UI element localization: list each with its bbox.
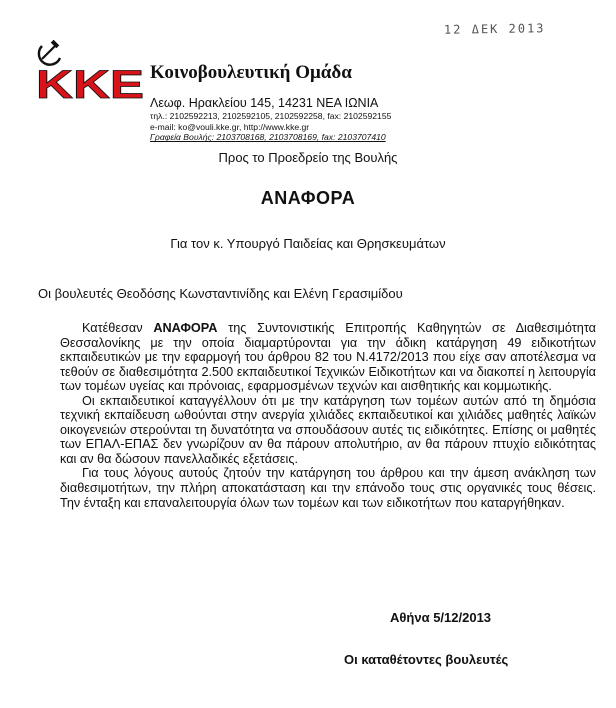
document-body [60,321,596,510]
hammer-and-sickle-icon [39,40,60,65]
body-paragraph: Οι εκπαιδευτικοί καταγγέλλουν ότι με την κατάργηση των τομέων αυτών από τη δημόσια τεχνική εκπαίδευση ωθούνται στην ανεργία χιλιάδες εκπαιδευτικοί και χιλιάδες μαθητές λαϊκών οικογενειών στερούνται τη δυνατότητα να σπουδάσουν αυτές τις ειδικότητες. Επίσης οι μαθητές των ΕΠΑΛ-ΕΠΑΣ δεν γνωρίζουν αν θα πάρουν απολυτήριο, αν θα πάρουν πτυχίο ειδικότητας και αν θα δώσουν πανελλαδικές εξετάσεις. [60,393,596,466]
parliament-office-line: Γραφεία Βουλής: 2103708168, 2103708169, fax: 2103707410 [150,132,386,143]
contact-block [150,111,450,143]
email-line: e-mail: ko@vouli.kke.gr, http://www.kke.gr [150,121,310,132]
document-title: ΑΝΑΦΟΡΑ [260,188,356,208]
party-group-name: Κοινοβουλευτική Ομάδα [150,62,352,83]
addressee-line: Προς το Προεδρείο της Βουλής [218,150,398,165]
kke-logo [36,40,146,102]
body-paragraph [60,321,596,394]
place-date: Αθήνα 5/12/2013 [390,610,492,625]
signatories: Οι καταθέτοντες βουλευτές [344,652,509,667]
received-date-stamp: 12 ΔΕΚ 2013 [443,21,546,37]
recipient-line: Για τον κ. Υπουργό Παιδείας και Θρησκευμάτων [170,236,446,251]
mps-line: Οι βουλευτές Θεοδόσης Κωνσταντινίδης και Ελένη Γερασιμίδου [38,286,403,301]
phone-line: τηλ.: 2102592213, 2102592105, 2102592258, fax: 2102592155 [150,111,392,121]
logo-lettering: KKE [36,63,144,102]
paragraph-bold-word: ΑΝΑΦΟΡΑ [153,321,218,335]
paragraph-text: της Συντονιστικής Επιτροπής Καθηγητών σε Διαθεσιμότητα Θεσσαλονίκης με την οποία διαμαρτύρονται για την άδικη κατάργηση 49 ειδικοτήτων εκπαιδευτικών με την εφαρμογή του άρθρου 82 του Ν.4172/2013 που είχε σαν αποτέλεσμα να τεθούν σε διαθεσιμότητα 2.500 εκπαιδευτικοί Τεχνικών Ειδικοτήτων και να διακοπεί η λειτουργία των τομέων υγείας και πρόνοιας, εφαρμοσμένων τεχνών και αισθητικής και κομμωτικής. [60,321,596,394]
postal-address: Λεωφ. Ηρακλείου 145, 14231 ΝΕΑ ΙΩΝΙΑ [150,96,379,110]
body-paragraph: Για τους λόγους αυτούς ζητούν την κατάργηση του άρθρου και την άμεση ανάκληση των διαθεσιμοτήτων, την πλήρη αποκατάσταση και την επάνοδο τους στις οργανικές τους θέσεις. Την ένταξη και επαναλειτουργία όλων των τομέων και των ειδικοτήτων που καταργήθηκαν. [60,466,596,510]
paragraph-lead: Κατέθεσαν [82,321,143,335]
